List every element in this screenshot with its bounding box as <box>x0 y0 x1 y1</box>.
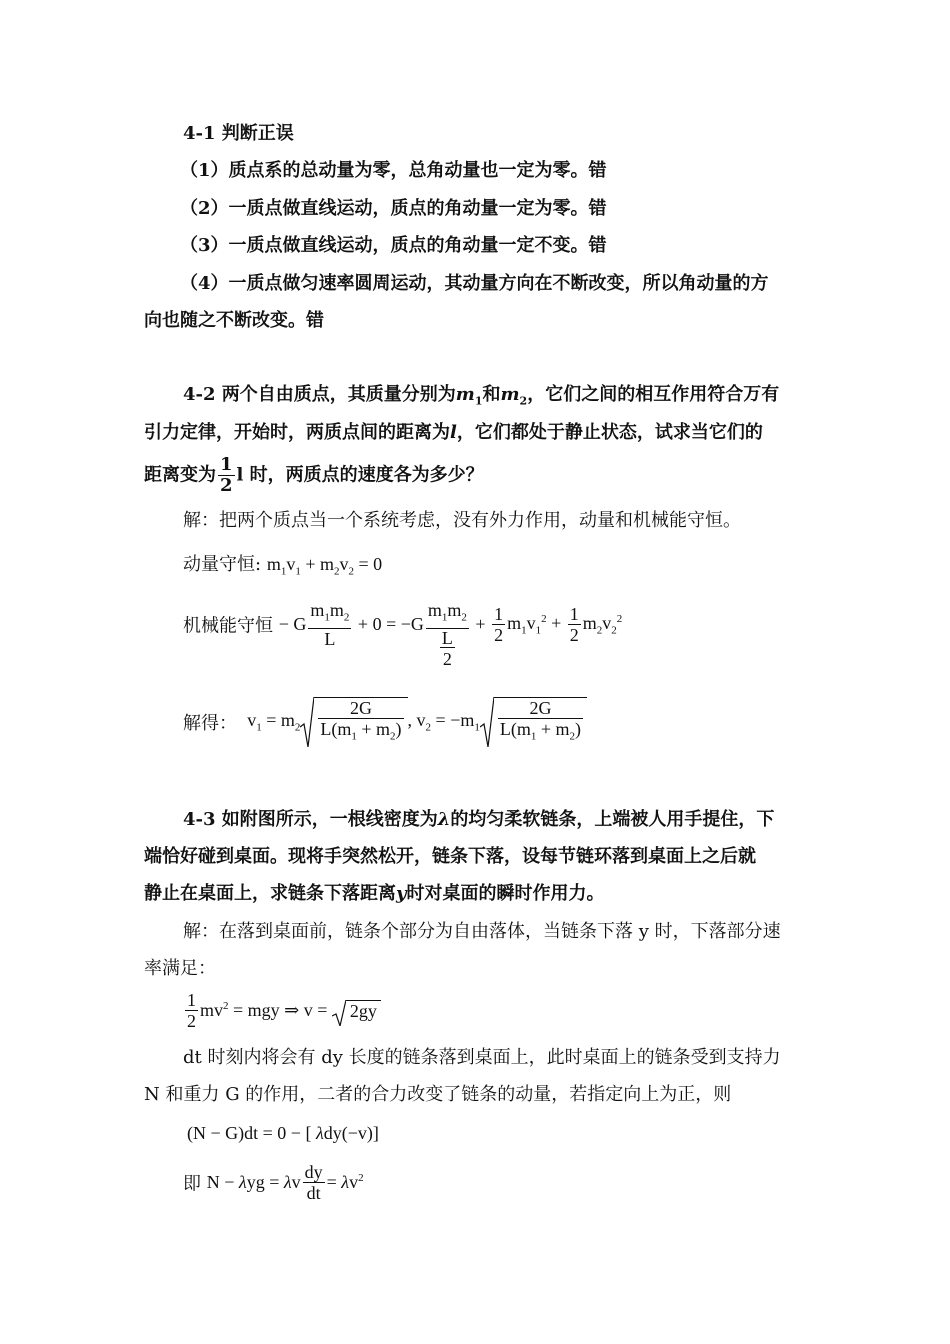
section-4-3-line1: 4-3 如附图所示，一根线密度为λ的均匀柔软链条，上端被人用手提住，下 <box>183 809 775 830</box>
section-4-2-line2: 引力定律，开始时，两质点间的距离为l，它们都处于静止状态，试求当它们的 <box>144 422 763 443</box>
question-4-1-1: （1）质点系的总动量为零，总角动量也一定为零。错 <box>180 160 607 181</box>
section-4-2-line1: 4-2 两个自由质点，其质量分别为$m_1$和$m_2$，它们之间的相互作用符合万有 <box>183 384 780 408</box>
question-4-1-4-line1: （4）一质点做匀速率圆周运动，其动量方向在不断改变，所以角动量的方 <box>180 273 769 294</box>
equation-impulse: (N − G)dt = 0 − [ λdy(−v)] <box>187 1123 379 1143</box>
sqrt-symbol: 2gy <box>332 1000 381 1022</box>
equation-energy: 机械能守恒 − G $\frac{m_1m_2}{L}$ + 0 = −G $\frac{m_1m_2}{\frac{L}{2}}$ + $\frac{1}{2}$ $m_1v_1^2$ + $\frac{1}{2}$ $m_2v_2^2$ <box>183 600 623 669</box>
fraction-half: $\frac{1}{2}$ <box>220 454 233 496</box>
solution-4-3-para1: dt 时刻内将会有 dy 长度的链条落到桌面上，此时桌面上的链条受到支持力 <box>183 1047 781 1068</box>
section-4-3-line2: 端恰好碰到桌面。现将手突然松开，链条下落，设每节链环落到桌面上之后就 <box>144 846 756 867</box>
sqrt-symbol: $\frac{2G}{L(m_1 + m_2)}$ <box>300 697 407 747</box>
equation-momentum: 动量守恒: $m_1v_1 + m_2v_2 = 0$ <box>183 554 383 578</box>
sqrt-symbol: $\frac{2G}{L(m_1 + m_2)}$ <box>480 697 587 747</box>
section-4-3-line3: 静止在桌面上，求链条下落距离y时对桌面的瞬时作用力。 <box>144 883 605 904</box>
solution-4-3-line2: 率满足： <box>144 958 216 979</box>
equation-free-fall: $\frac{1}{2}$ $mv^2$ = mgy ⇒ v = 2gy <box>183 990 381 1031</box>
solution-4-2-intro: 解：把两个质点当一个系统考虑，没有外力作用，动量和机械能守恒。 <box>183 510 741 531</box>
equation-result: 解得： $v_1 = m_2$ $\frac{2G}{L(m_1 + m_2)}$ , $v_2 = -m_1$ $\frac{2G}{L(m_1 + m_2)}$ <box>183 697 587 747</box>
question-4-1-2: （2）一质点做直线运动，质点的角动量一定为零。错 <box>180 198 607 219</box>
question-4-1-4-line2: 向也随之不断改变。错 <box>144 310 324 331</box>
section-4-1-title: 4-1 判断正误 <box>183 123 294 144</box>
equation-force: 即 N − λyg = λv $\frac{dy}{dt}$ = $\lambda v^2$ <box>183 1162 364 1203</box>
solution-4-3-line1: 解：在落到桌面前，链条个部分为自由落体，当链条下落 y 时，下落部分速 <box>183 921 781 942</box>
section-4-2-line3: 距离变为 $\frac{1}{2}$ l 时，两质点的速度各为多少？ <box>144 454 484 496</box>
solution-4-3-para2: N 和重力 G 的作用，二者的合力改变了链条的动量，若指定向上为正，则 <box>144 1084 732 1105</box>
question-4-1-3: （3）一质点做直线运动，质点的角动量一定不变。错 <box>180 235 607 256</box>
